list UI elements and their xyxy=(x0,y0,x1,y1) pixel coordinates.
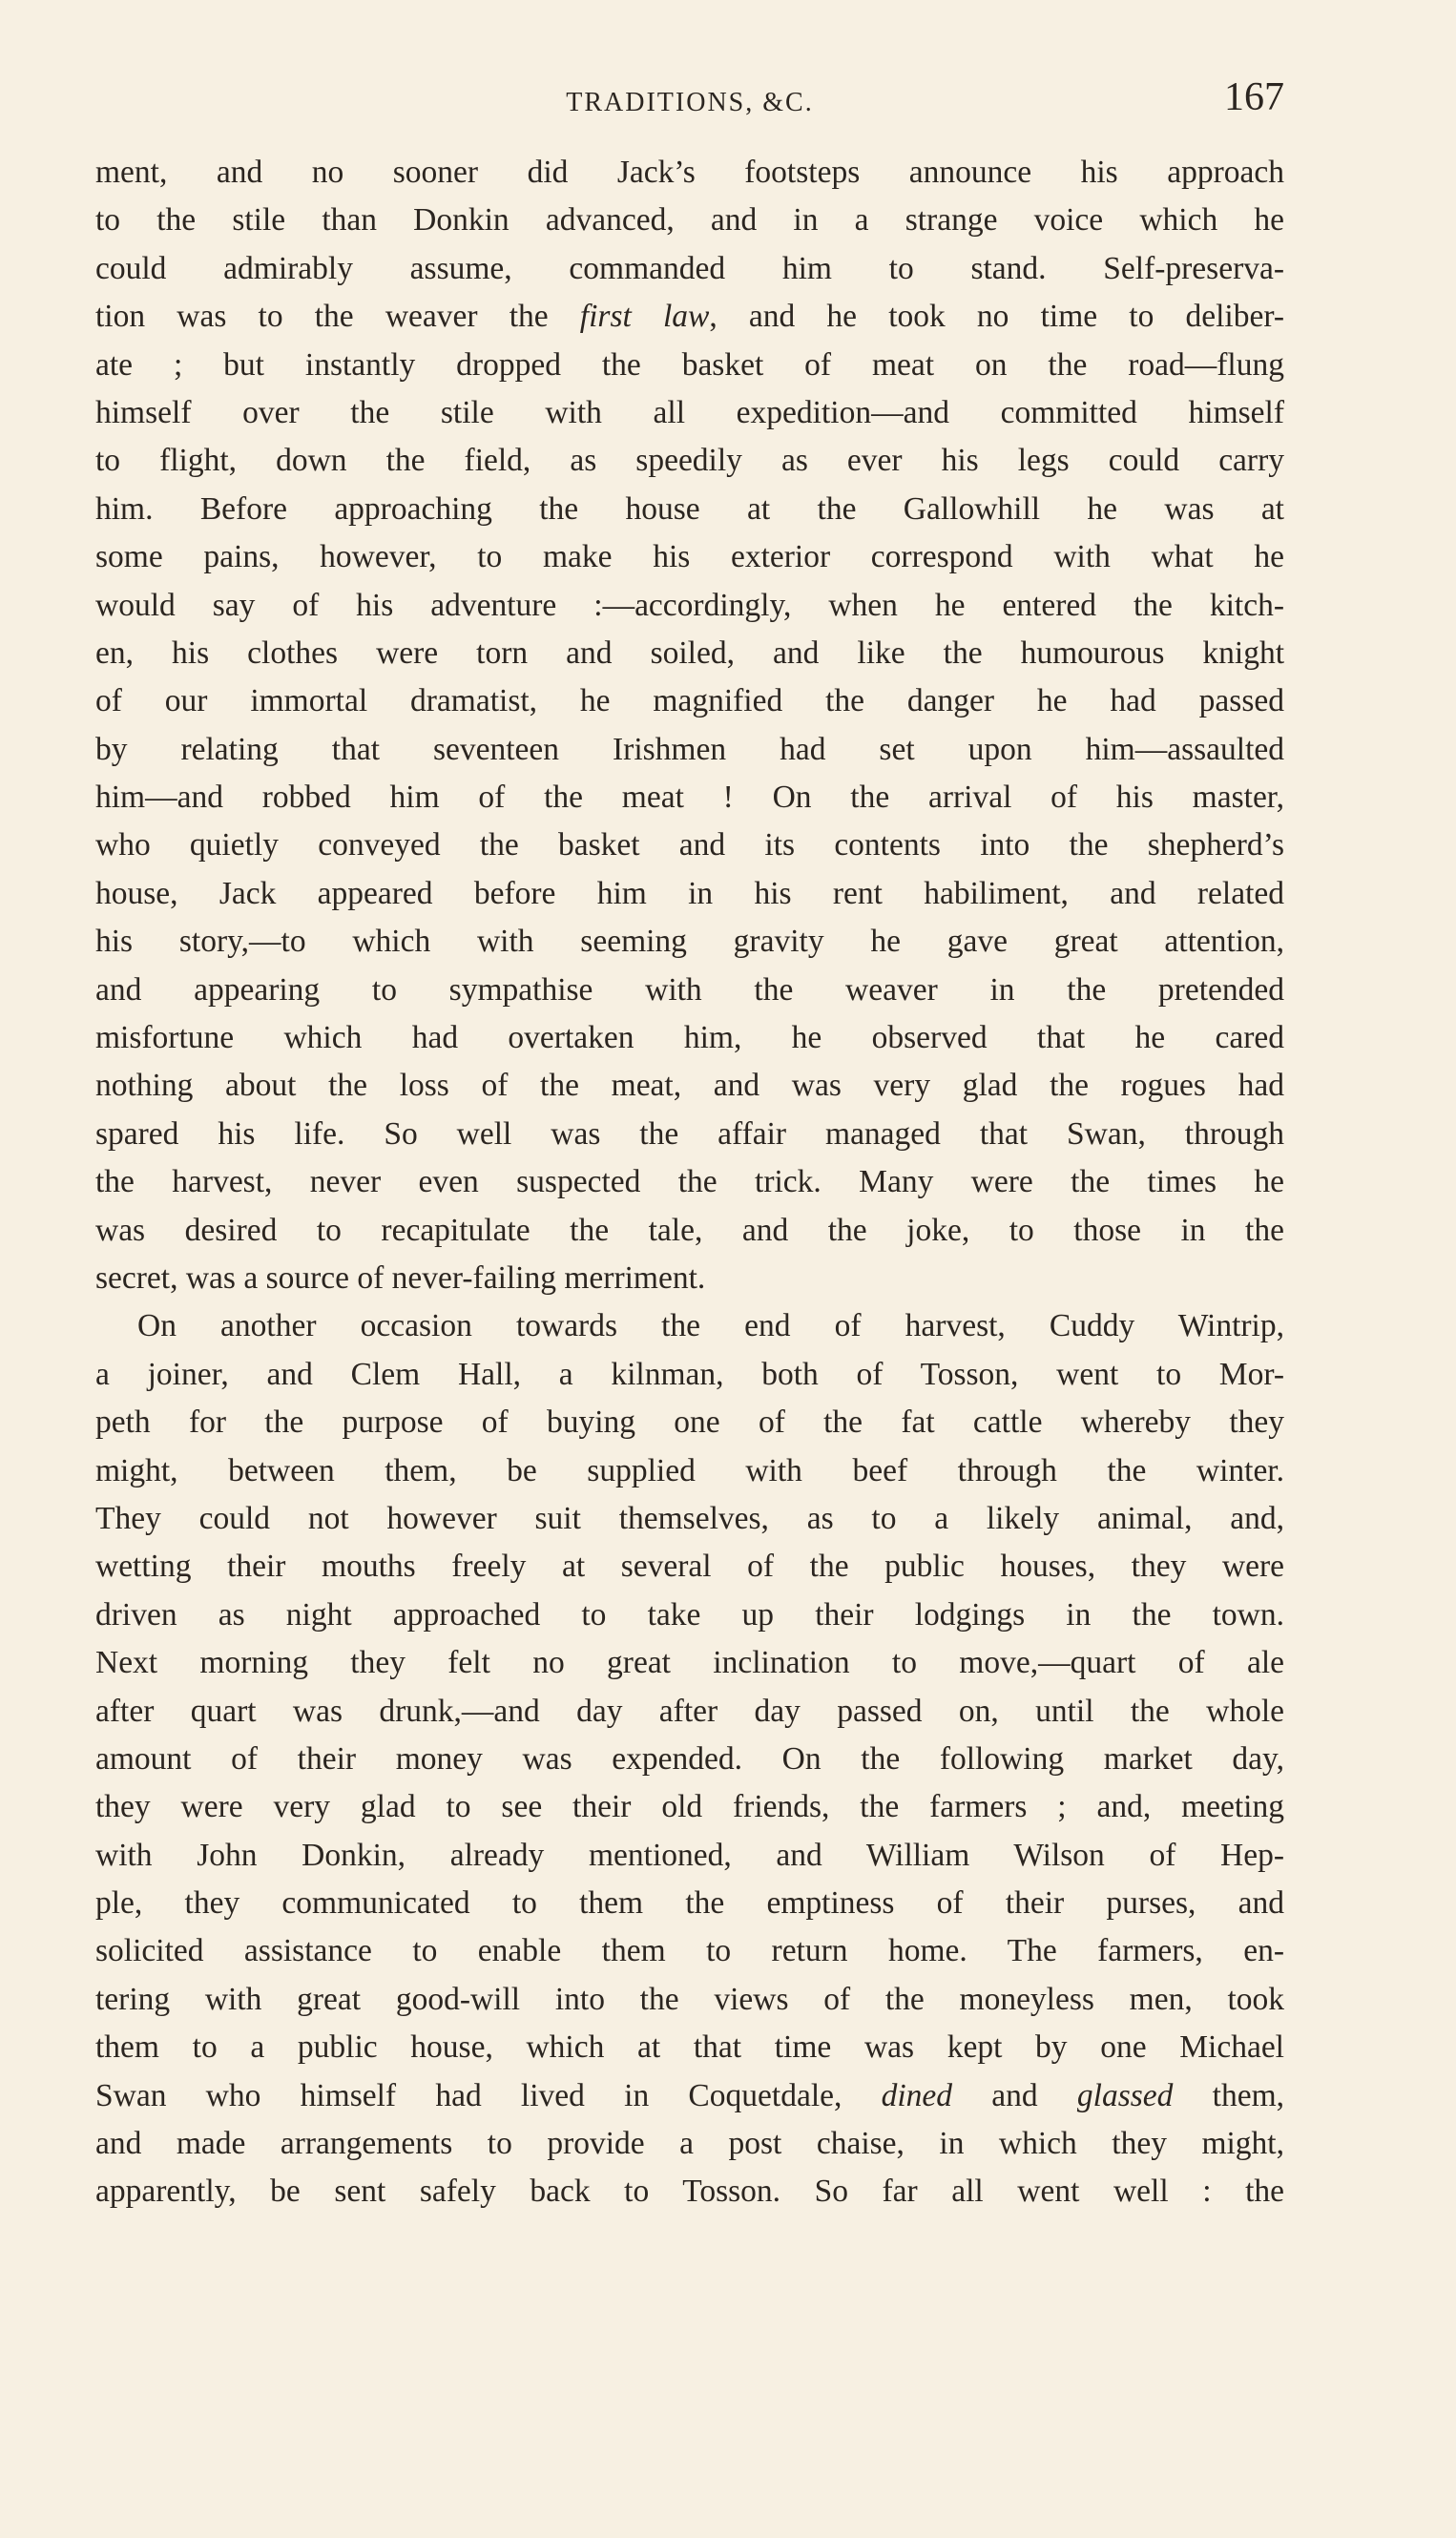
text-segment: misfortune which had overtaken him, he observed that he cared xyxy=(95,1020,1284,1056)
text-segment: him. Before approaching the house at the Gallowhill he was at xyxy=(95,490,1284,527)
text-segment: and made arrangements to provide a post chaise, in which they might, xyxy=(95,2126,1284,2162)
text-line xyxy=(95,1783,1284,1831)
text-segment: them, xyxy=(1173,2077,1284,2113)
text-line xyxy=(95,2120,1284,2168)
text-line xyxy=(95,1207,1284,1255)
text-line xyxy=(95,245,1284,293)
text-line xyxy=(95,1495,1284,1543)
text-segment: ple, they communicated to them the emptiness of their purses, and xyxy=(95,1885,1284,1922)
italic-text: glassed xyxy=(1076,2077,1174,2113)
text-line xyxy=(95,1255,1284,1302)
text-line xyxy=(95,437,1284,485)
running-title: TRADITIONS, &C. xyxy=(566,88,814,117)
text-segment: him—and robbed him of the meat ! On the arrival of his master, xyxy=(95,780,1284,816)
running-head xyxy=(95,74,1284,132)
text-line xyxy=(95,197,1284,244)
text-segment: They could not however suit themselves, as to a likely animal, and, xyxy=(95,1500,1284,1536)
text-segment: Swan who himself had lived in Coquetdale, xyxy=(95,2077,882,2113)
text-line xyxy=(95,1591,1284,1639)
text-line xyxy=(95,918,1284,966)
text-line xyxy=(95,967,1284,1014)
text-segment: himself over the stile with all expedition—and committed himself xyxy=(95,394,1284,430)
text-segment: apparently, be sent safely back to Tosson. So far all went well : the xyxy=(95,2174,1284,2210)
text-segment: nothing about the loss of the meat, and was very glad the rogues had xyxy=(95,1068,1284,1104)
text-line xyxy=(95,1351,1284,1399)
text-line xyxy=(95,389,1284,437)
text-segment: some pains, however, to make his exterior correspond with what he xyxy=(95,539,1284,575)
text-segment: them to a public house, which at that time was kept by one Michael xyxy=(95,2029,1284,2066)
italic-text: dined xyxy=(881,2077,953,2113)
text-line xyxy=(95,630,1284,677)
text-segment: spared his life. So well was the affair managed that Swan, through xyxy=(95,1115,1284,1152)
text-segment: , and he took no time to deliber- xyxy=(709,299,1284,335)
text-segment: the harvest, never even suspected the trick. Many were the times he xyxy=(95,1164,1284,1200)
text-segment: On another occasion towards the end of harvest, Cuddy Wintrip, xyxy=(137,1308,1284,1344)
text-line xyxy=(95,1880,1284,1927)
text-line xyxy=(95,1976,1284,2024)
text-line xyxy=(95,582,1284,630)
text-line xyxy=(95,1399,1284,1446)
italic-text: first law xyxy=(579,299,710,335)
text-segment: tering with great good-will into the views of the moneyless men, took xyxy=(95,1981,1284,2017)
text-line xyxy=(95,822,1284,869)
text-segment: could admirably assume, commanded him to stand. Self-preserva- xyxy=(95,250,1284,286)
text-line xyxy=(95,726,1284,774)
text-line xyxy=(95,1302,1284,1350)
text-line xyxy=(95,2168,1284,2216)
text-segment: secret, was a source of never-failing merriment. xyxy=(95,1259,706,1296)
text-line xyxy=(95,1447,1284,1495)
text-line xyxy=(95,870,1284,918)
text-line xyxy=(95,677,1284,725)
text-line xyxy=(95,1832,1284,1880)
text-line xyxy=(95,1927,1284,1975)
text-segment: after quart was drunk,—and day after day passed on, until the whole xyxy=(95,1693,1284,1729)
text-segment: with John Donkin, already mentioned, and William Wilson of Hep- xyxy=(95,1837,1284,1873)
text-segment: of our immortal dramatist, he magnified the danger he had passed xyxy=(95,683,1284,719)
text-line xyxy=(95,2024,1284,2071)
text-segment: and appearing to sympathise with the weaver in the pretended xyxy=(95,971,1284,1008)
text-line xyxy=(95,774,1284,822)
text-line xyxy=(95,1014,1284,1062)
text-segment: who quietly conveyed the basket and its contents into the shepherd’s xyxy=(95,827,1284,863)
text-line xyxy=(95,293,1284,341)
text-segment: wetting their mouths freely at several of the public houses, they were xyxy=(95,1549,1284,1585)
text-segment: house, Jack appeared before him in his rent habiliment, and related xyxy=(95,875,1284,911)
text-line xyxy=(95,2072,1284,2120)
text-segment: driven as night approached to take up their lodgings in the town. xyxy=(95,1596,1284,1633)
text-line xyxy=(95,1158,1284,1206)
text-segment: amount of their money was expended. On the following market day, xyxy=(95,1740,1284,1777)
text-segment: by relating that seventeen Irishmen had set upon him—assaulted xyxy=(95,731,1284,767)
text-segment: would say of his adventure :—accordingly, when he entered the kitch- xyxy=(95,587,1284,623)
text-line xyxy=(95,1543,1284,1591)
text-line xyxy=(95,1639,1284,1687)
text-segment: ate ; but instantly dropped the basket of meat on the road—flung xyxy=(95,346,1284,383)
text-segment: peth for the purpose of buying one of the fat cattle whereby they xyxy=(95,1404,1284,1441)
text-line xyxy=(95,533,1284,581)
text-line xyxy=(95,1062,1284,1110)
text-segment: en, his clothes were torn and soiled, and like the humourous knight xyxy=(95,634,1284,671)
body-text xyxy=(95,149,1284,2216)
page-number: 167 xyxy=(1224,75,1284,119)
text-segment: tion was to the weaver the xyxy=(95,299,580,335)
text-segment: ment, and no sooner did Jack’s footsteps announce his approach xyxy=(95,155,1284,190)
text-segment: was desired to recapitulate the tale, and the joke, to those in the xyxy=(95,1212,1284,1248)
text-line xyxy=(95,1111,1284,1158)
text-segment: might, between them, be supplied with beef through the winter. xyxy=(95,1452,1284,1488)
text-segment: solicited assistance to enable them to return home. The farmers, en- xyxy=(95,1933,1284,1969)
text-line xyxy=(95,486,1284,533)
text-segment: to the stile than Donkin advanced, and in a strange voice which he xyxy=(95,202,1284,239)
text-segment: Next morning they felt no great inclination to move,—quart of ale xyxy=(95,1645,1284,1681)
text-line xyxy=(95,1688,1284,1736)
text-segment: to flight, down the field, as speedily as ever his legs could carry xyxy=(95,443,1284,479)
text-line xyxy=(95,1736,1284,1783)
text-line xyxy=(95,149,1284,197)
text-segment: his story,—to which with seeming gravity he gave great attention, xyxy=(95,924,1284,960)
text-line xyxy=(95,342,1284,389)
text-segment: and xyxy=(952,2077,1077,2113)
text-segment: a joiner, and Clem Hall, a kilnman, both of Tosson, went to Mor- xyxy=(95,1356,1284,1392)
text-segment: they were very glad to see their old friends, the farmers ; and, meeting xyxy=(95,1789,1284,1825)
